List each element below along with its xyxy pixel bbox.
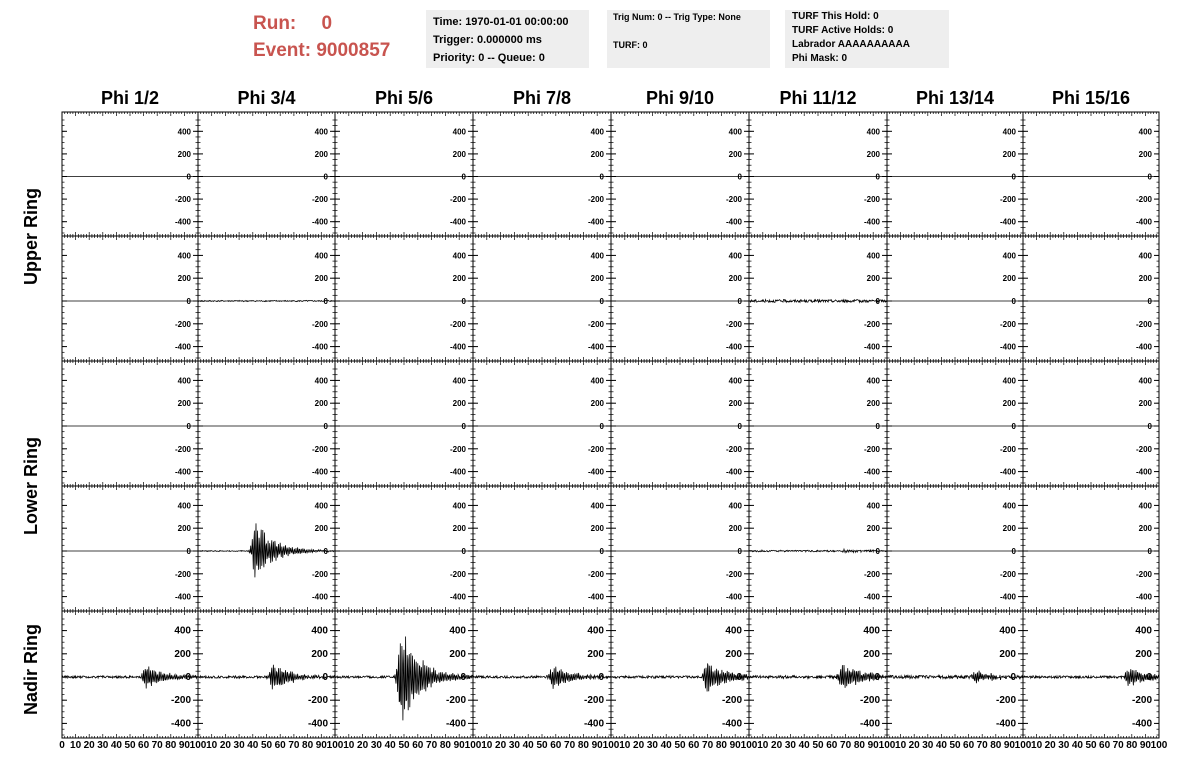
- y-tick-label: 400: [314, 501, 328, 511]
- y-tick-label: -400: [587, 467, 604, 477]
- y-tick-label: 200: [177, 149, 191, 159]
- y-tick-label: 400: [452, 376, 466, 386]
- y-tick-label: -200: [174, 319, 191, 329]
- row-label: Lower Ring: [21, 437, 41, 535]
- y-tick-label: -200: [587, 444, 604, 454]
- y-tick-label: 400: [1138, 251, 1152, 261]
- y-tick-label: 0: [737, 547, 742, 556]
- y-tick-label: -400: [174, 467, 191, 477]
- y-tick-label: -400: [311, 342, 328, 352]
- labrador-text: Labrador AAAAAAAAAA: [792, 39, 910, 50]
- y-tick-label: -200: [863, 444, 880, 454]
- y-tick-label: -400: [449, 342, 466, 352]
- phi-mask-text: Phi Mask: 0: [792, 53, 848, 64]
- trig-num-text: Trig Num: 0 -- Trig Type: None: [613, 12, 741, 22]
- y-tick-label: -200: [174, 569, 191, 579]
- y-tick-label: 400: [866, 376, 880, 386]
- y-tick-label: 200: [452, 149, 466, 159]
- y-tick-label: -200: [311, 444, 328, 454]
- y-tick-label: 200: [866, 524, 880, 534]
- y-tick-label: 200: [590, 274, 604, 284]
- y-tick-label: 200: [177, 524, 191, 534]
- run-value: 0: [321, 13, 333, 34]
- y-tick-label: 200: [866, 274, 880, 284]
- y-tick-label: 0: [461, 547, 466, 556]
- y-tick-label: 200: [1138, 274, 1152, 284]
- y-tick-label: 200: [1002, 274, 1016, 284]
- column-header: Phi 1/2: [100, 88, 160, 108]
- y-tick-label: -400: [311, 467, 328, 477]
- y-tick-label: 400: [590, 376, 604, 386]
- y-tick-label: 400: [452, 127, 466, 137]
- y-tick-label: -400: [174, 342, 191, 352]
- y-tick-label: 400: [177, 127, 191, 137]
- y-tick-label: -400: [725, 467, 742, 477]
- y-tick-label: 200: [177, 274, 191, 284]
- y-tick-label: 0: [186, 297, 191, 306]
- turf-active-holds-text: TURF Active Holds: 0: [792, 25, 894, 36]
- y-tick-label: 200: [728, 274, 742, 284]
- y-tick-label: 400: [1138, 376, 1152, 386]
- y-tick-label: 0: [875, 172, 880, 182]
- row-label: Upper Ring: [21, 188, 41, 285]
- y-tick-label: 0: [461, 297, 466, 306]
- y-tick-label: 200: [314, 524, 328, 534]
- y-tick-label: -400: [999, 217, 1016, 227]
- y-tick-label: 400: [1138, 127, 1152, 137]
- y-tick-label: 0: [186, 422, 191, 431]
- y-tick-label: -400: [863, 592, 880, 602]
- y-tick-label: 0: [323, 172, 328, 182]
- y-tick-label: -200: [311, 195, 328, 205]
- y-tick-label: 0: [323, 422, 328, 431]
- y-tick-label: -400: [449, 592, 466, 602]
- y-tick-label: 0: [737, 172, 742, 182]
- y-tick-label: 0: [1147, 422, 1152, 431]
- y-tick-label: 200: [314, 274, 328, 284]
- y-tick-label: 200: [590, 524, 604, 534]
- y-tick-label: 200: [452, 274, 466, 284]
- y-tick-label: 200: [1138, 399, 1152, 409]
- y-tick-label: 200: [728, 524, 742, 534]
- y-tick-label: 200: [1002, 399, 1016, 409]
- y-tick-label: -400: [1135, 342, 1152, 352]
- y-tick-label: -400: [174, 217, 191, 227]
- y-tick-label: 400: [314, 251, 328, 261]
- y-tick-label: 0: [186, 172, 191, 182]
- y-tick-label: -400: [449, 467, 466, 477]
- y-tick-label: 400: [728, 376, 742, 386]
- y-tick-label: 0: [1011, 172, 1016, 182]
- column-header: Phi 7/8: [512, 88, 572, 108]
- y-tick-label: -200: [174, 195, 191, 205]
- waveform-line: [749, 549, 887, 552]
- y-tick-label: -400: [449, 217, 466, 227]
- y-tick-label: 0: [186, 547, 191, 556]
- y-tick-label: 0: [1011, 297, 1016, 306]
- y-tick-label: -400: [999, 592, 1016, 602]
- y-tick-label: 0: [599, 172, 604, 182]
- y-tick-label: 0: [875, 422, 880, 431]
- y-tick-label: -200: [174, 444, 191, 454]
- event-label: Event:: [253, 40, 312, 61]
- y-tick-label: -200: [725, 195, 742, 205]
- y-tick-label: -200: [311, 319, 328, 329]
- y-tick-label: 400: [728, 501, 742, 511]
- y-tick-label: 400: [452, 251, 466, 261]
- event-value: 9000857: [316, 40, 391, 61]
- y-tick-label: -200: [449, 569, 466, 579]
- y-tick-label: -200: [863, 319, 880, 329]
- y-tick-label: -400: [863, 217, 880, 227]
- y-tick-label: -400: [725, 592, 742, 602]
- y-tick-label: -400: [587, 342, 604, 352]
- y-tick-label: -200: [587, 569, 604, 579]
- y-tick-label: 0: [737, 422, 742, 431]
- y-tick-label: -400: [311, 217, 328, 227]
- waveform-line: [749, 300, 887, 303]
- y-tick-label: 400: [590, 127, 604, 137]
- y-tick-label: -200: [999, 319, 1016, 329]
- y-tick-label: -200: [449, 444, 466, 454]
- column-header: Phi 15/16: [1051, 88, 1131, 108]
- y-tick-label: 200: [314, 149, 328, 159]
- y-tick-label: 400: [590, 501, 604, 511]
- y-tick-label: -400: [999, 467, 1016, 477]
- y-tick-label: 400: [314, 376, 328, 386]
- y-tick-label: -200: [587, 195, 604, 205]
- y-tick-label: -200: [999, 195, 1016, 205]
- y-tick-label: 400: [314, 127, 328, 137]
- y-tick-label: 400: [866, 127, 880, 137]
- y-tick-label: 200: [866, 399, 880, 409]
- y-tick-label: -200: [999, 444, 1016, 454]
- y-tick-label: 200: [177, 399, 191, 409]
- y-tick-label: 400: [728, 127, 742, 137]
- y-tick-label: 0: [323, 547, 328, 556]
- y-tick-label: 400: [728, 251, 742, 261]
- y-tick-label: 400: [1002, 376, 1016, 386]
- y-tick-label: 400: [177, 501, 191, 511]
- y-tick-label: 200: [452, 524, 466, 534]
- y-tick-label: -400: [999, 342, 1016, 352]
- y-tick-label: 0: [461, 172, 466, 182]
- y-tick-label: 200: [590, 399, 604, 409]
- column-header: Phi 9/10: [645, 88, 715, 108]
- y-tick-label: 400: [452, 501, 466, 511]
- y-tick-label: -200: [999, 569, 1016, 579]
- y-tick-label: 0: [323, 297, 328, 306]
- y-tick-label: 200: [728, 399, 742, 409]
- y-tick-label: 0: [737, 297, 742, 306]
- y-tick-label: 0: [599, 297, 604, 306]
- y-tick-label: -400: [587, 217, 604, 227]
- y-tick-label: 0: [599, 422, 604, 431]
- y-tick-label: -400: [311, 592, 328, 602]
- y-tick-label: 400: [590, 251, 604, 261]
- run-label: Run:: [253, 13, 297, 34]
- y-tick-label: -200: [311, 569, 328, 579]
- y-tick-label: 400: [866, 501, 880, 511]
- y-tick-label: -200: [725, 319, 742, 329]
- y-tick-label: 0: [1011, 547, 1016, 556]
- y-tick-label: -400: [863, 467, 880, 477]
- y-tick-label: -400: [174, 592, 191, 602]
- y-tick-label: -400: [1135, 217, 1152, 227]
- y-tick-label: -200: [587, 319, 604, 329]
- y-tick-label: -200: [863, 195, 880, 205]
- y-tick-label: 200: [590, 149, 604, 159]
- y-tick-label: 200: [728, 149, 742, 159]
- column-header: Phi 3/4: [237, 88, 296, 108]
- waveform-line: [198, 300, 335, 301]
- y-tick-label: -200: [1135, 195, 1152, 205]
- column-header: Phi 13/14: [915, 88, 995, 108]
- y-tick-label: 0: [875, 297, 880, 306]
- y-tick-label: -400: [1135, 467, 1152, 477]
- column-header: Phi 5/6: [374, 88, 434, 108]
- row-label: Nadir Ring: [21, 623, 41, 716]
- column-header: Phi 11/12: [779, 88, 857, 108]
- time-text: Time: 1970-01-01 00:00:00: [433, 16, 569, 28]
- y-tick-label: -400: [863, 342, 880, 352]
- y-tick-label: 400: [1002, 127, 1016, 137]
- y-tick-label: -200: [725, 569, 742, 579]
- y-tick-label: -400: [725, 342, 742, 352]
- y-tick-label: 200: [1138, 149, 1152, 159]
- y-tick-label: -400: [587, 592, 604, 602]
- turf-text: TURF: 0: [613, 40, 648, 50]
- y-tick-label: -200: [1135, 444, 1152, 454]
- y-tick-label: 200: [1002, 524, 1016, 534]
- y-tick-label: 200: [314, 399, 328, 409]
- y-tick-label: 200: [866, 149, 880, 159]
- y-tick-label: 400: [177, 376, 191, 386]
- y-tick-label: 0: [461, 422, 466, 431]
- y-tick-label: -200: [725, 444, 742, 454]
- y-tick-label: -400: [725, 217, 742, 227]
- y-tick-label: -200: [863, 569, 880, 579]
- y-tick-label: 400: [866, 251, 880, 261]
- y-tick-label: 200: [452, 399, 466, 409]
- turf-this-hold-text: TURF This Hold: 0: [792, 11, 879, 22]
- y-tick-label: -200: [1135, 319, 1152, 329]
- y-tick-label: 400: [177, 251, 191, 261]
- y-tick-label: -200: [449, 195, 466, 205]
- y-tick-label: 0: [1147, 297, 1152, 306]
- trigger-text: Trigger: 0.000000 ms: [433, 34, 542, 46]
- y-tick-label: 400: [1002, 251, 1016, 261]
- y-tick-label: 0: [875, 547, 880, 556]
- priority-text: Priority: 0 -- Queue: 0: [433, 52, 545, 64]
- y-tick-label: 0: [1147, 172, 1152, 182]
- y-tick-label: 0: [1011, 422, 1016, 431]
- y-tick-label: 400: [1002, 501, 1016, 511]
- y-tick-label: -200: [449, 319, 466, 329]
- y-tick-label: 0: [599, 547, 604, 556]
- y-tick-label: 200: [1002, 149, 1016, 159]
